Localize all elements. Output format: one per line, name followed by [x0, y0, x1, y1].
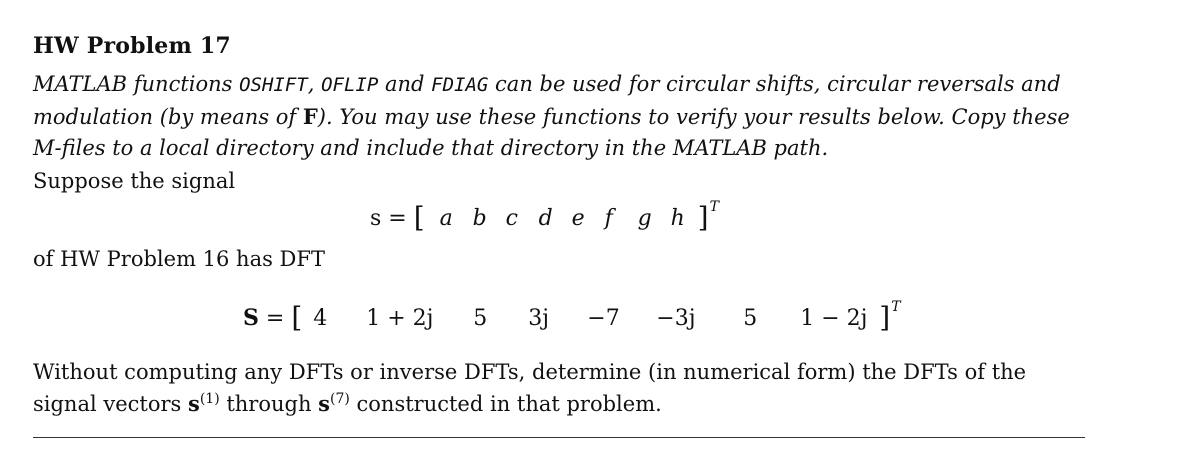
intro-text-4: can be used for circular shifts, circular reversals and modulation (by means of: [33, 72, 1061, 129]
question-paragraph: [33, 357, 1093, 420]
dft-symbol: S: [243, 305, 259, 331]
horizontal-rule: [33, 437, 1085, 438]
dft-element: −3j: [656, 306, 696, 331]
dft-element: 5: [743, 306, 758, 331]
dft-element: 5: [473, 306, 488, 331]
signal-vector-s1-index: (1): [199, 391, 220, 407]
dft-element: 3j: [528, 306, 550, 331]
signal-vector-s7: s: [318, 391, 330, 416]
signal-element: a: [439, 206, 453, 231]
signal-equation: [370, 199, 719, 232]
dft-equation: [243, 299, 901, 332]
intro-text-3: and: [378, 72, 432, 96]
dft-right-bracket: ]: [879, 301, 891, 334]
signal-symbol: s: [370, 206, 382, 231]
dft-transpose: T: [891, 299, 901, 315]
intro-paragraph: [33, 69, 1093, 164]
function-fdiag: FDIAG: [431, 74, 489, 96]
function-oshift: OSHIFT: [239, 74, 308, 96]
problem-title: HW Problem 17: [33, 33, 231, 59]
question-text-1: Without computing any DFTs or inverse DFTs, determine (in numerical form) the DFTs of the signal vectors: [33, 360, 1027, 416]
signal-transpose: T: [709, 199, 719, 215]
question-text-2: through: [219, 392, 319, 416]
dft-element: 1 + 2j: [366, 306, 434, 331]
dft-element: 4: [313, 306, 328, 331]
signal-right-bracket: ]: [697, 201, 709, 234]
intro-text-2: ,: [307, 72, 322, 96]
question-text-3: constructed in that problem.: [349, 392, 662, 416]
signal-vector-s1: s: [188, 391, 200, 416]
signal-vector-s7-index: (7): [330, 391, 350, 407]
signal-left-bracket: [: [413, 201, 425, 234]
intro-text-1: MATLAB functions: [33, 72, 240, 96]
dft-element: −7: [587, 306, 620, 331]
signal-element: h: [670, 206, 685, 231]
matrix-f: F: [302, 104, 318, 129]
suppose-text: Suppose the signal: [33, 169, 236, 193]
signal-element: g: [637, 206, 652, 231]
dft-intro-text: of HW Problem 16 has DFT: [33, 247, 325, 271]
intro-text-5: ). You may use these functions to verify your results below. Copy these M-files to a local directory and include that directory in the MATLAB path.: [33, 105, 1070, 160]
signal-element: b: [472, 206, 487, 231]
signal-element: f: [604, 206, 613, 231]
signal-element: c: [505, 206, 518, 231]
dft-left-bracket: [: [291, 301, 303, 334]
signal-element: d: [538, 206, 553, 231]
dft-element: 1 − 2j: [800, 306, 868, 331]
function-oflip: OFLIP: [321, 74, 379, 96]
signal-element: e: [571, 206, 585, 231]
dft-equals: =: [265, 306, 285, 331]
signal-equals: =: [388, 206, 407, 231]
